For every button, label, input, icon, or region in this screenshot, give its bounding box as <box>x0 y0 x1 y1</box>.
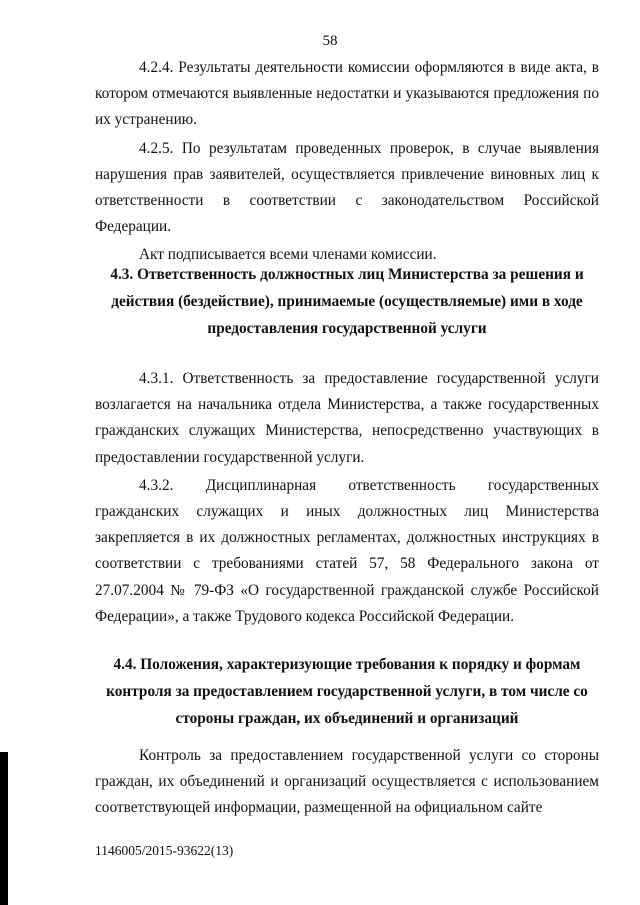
paragraph-4-3-2: 4.3.2. Дисциплинарная ответственность государственных гражданских служащих и иных должностных лиц Министерства закрепляется в их должностных регламентах, должностных инструкциях в соответствии с требованиями статей 57, 58 Федерального закона от 27.07.2004 № 79-ФЗ «О государственной гражданской службе Российской Федерации», а также Трудового кодекса Российской Федерации. <box>95 476 599 625</box>
scan-edge-bar <box>0 752 8 905</box>
section-4-4-text <box>95 743 599 822</box>
heading-4-4: 4.4. Положения, характеризующие требования к порядку и формам контроля за предоставлением государственной услуги, в том числе со стороны граждан, их объединений и организаций <box>106 656 588 727</box>
document-code: 1146005/2015-93622(13) <box>95 843 234 858</box>
paragraph-4-2-4: 4.2.4. Результаты деятельности комиссии оформляются в виде акта, в котором отмечаются выявленные недостатки и указываются предложения по их устранению. <box>95 59 599 129</box>
paragraph-act-signed: Акт подписывается всеми членами комиссии. <box>139 246 437 264</box>
heading-4-3: 4.3. Ответственность должностных лиц Министерства за решения и действия (бездействие), принимаемые (осуществляемые) ими в ходе предоставления государственной услуги <box>110 266 584 337</box>
paragraph-4-2-5: 4.2.5. По результатам проведенных проверок, в случае выявления нарушения прав заявителей, осуществляется привлечение виновных лиц к ответственности в соответствии с законодательством Российской Федерации. <box>95 139 599 236</box>
paragraph-control: Контроль за предоставлением государственной услуги со стороны граждан, их объединений и организаций осуществляется с использованием соответствующей информации, размещенной на официальном сайте <box>95 747 599 817</box>
section-4-2-text <box>95 55 599 269</box>
paragraph-4-3-1: 4.3.1. Ответственность за предоставление государственной услуги возлагается на начальника отдела Министерства, а также государственных гражданских служащих Министерства, непосредственно участвующих в предоставлении государственной услуги. <box>95 370 599 466</box>
page-number: 58 <box>322 33 338 49</box>
section-4-3-text <box>95 366 599 630</box>
